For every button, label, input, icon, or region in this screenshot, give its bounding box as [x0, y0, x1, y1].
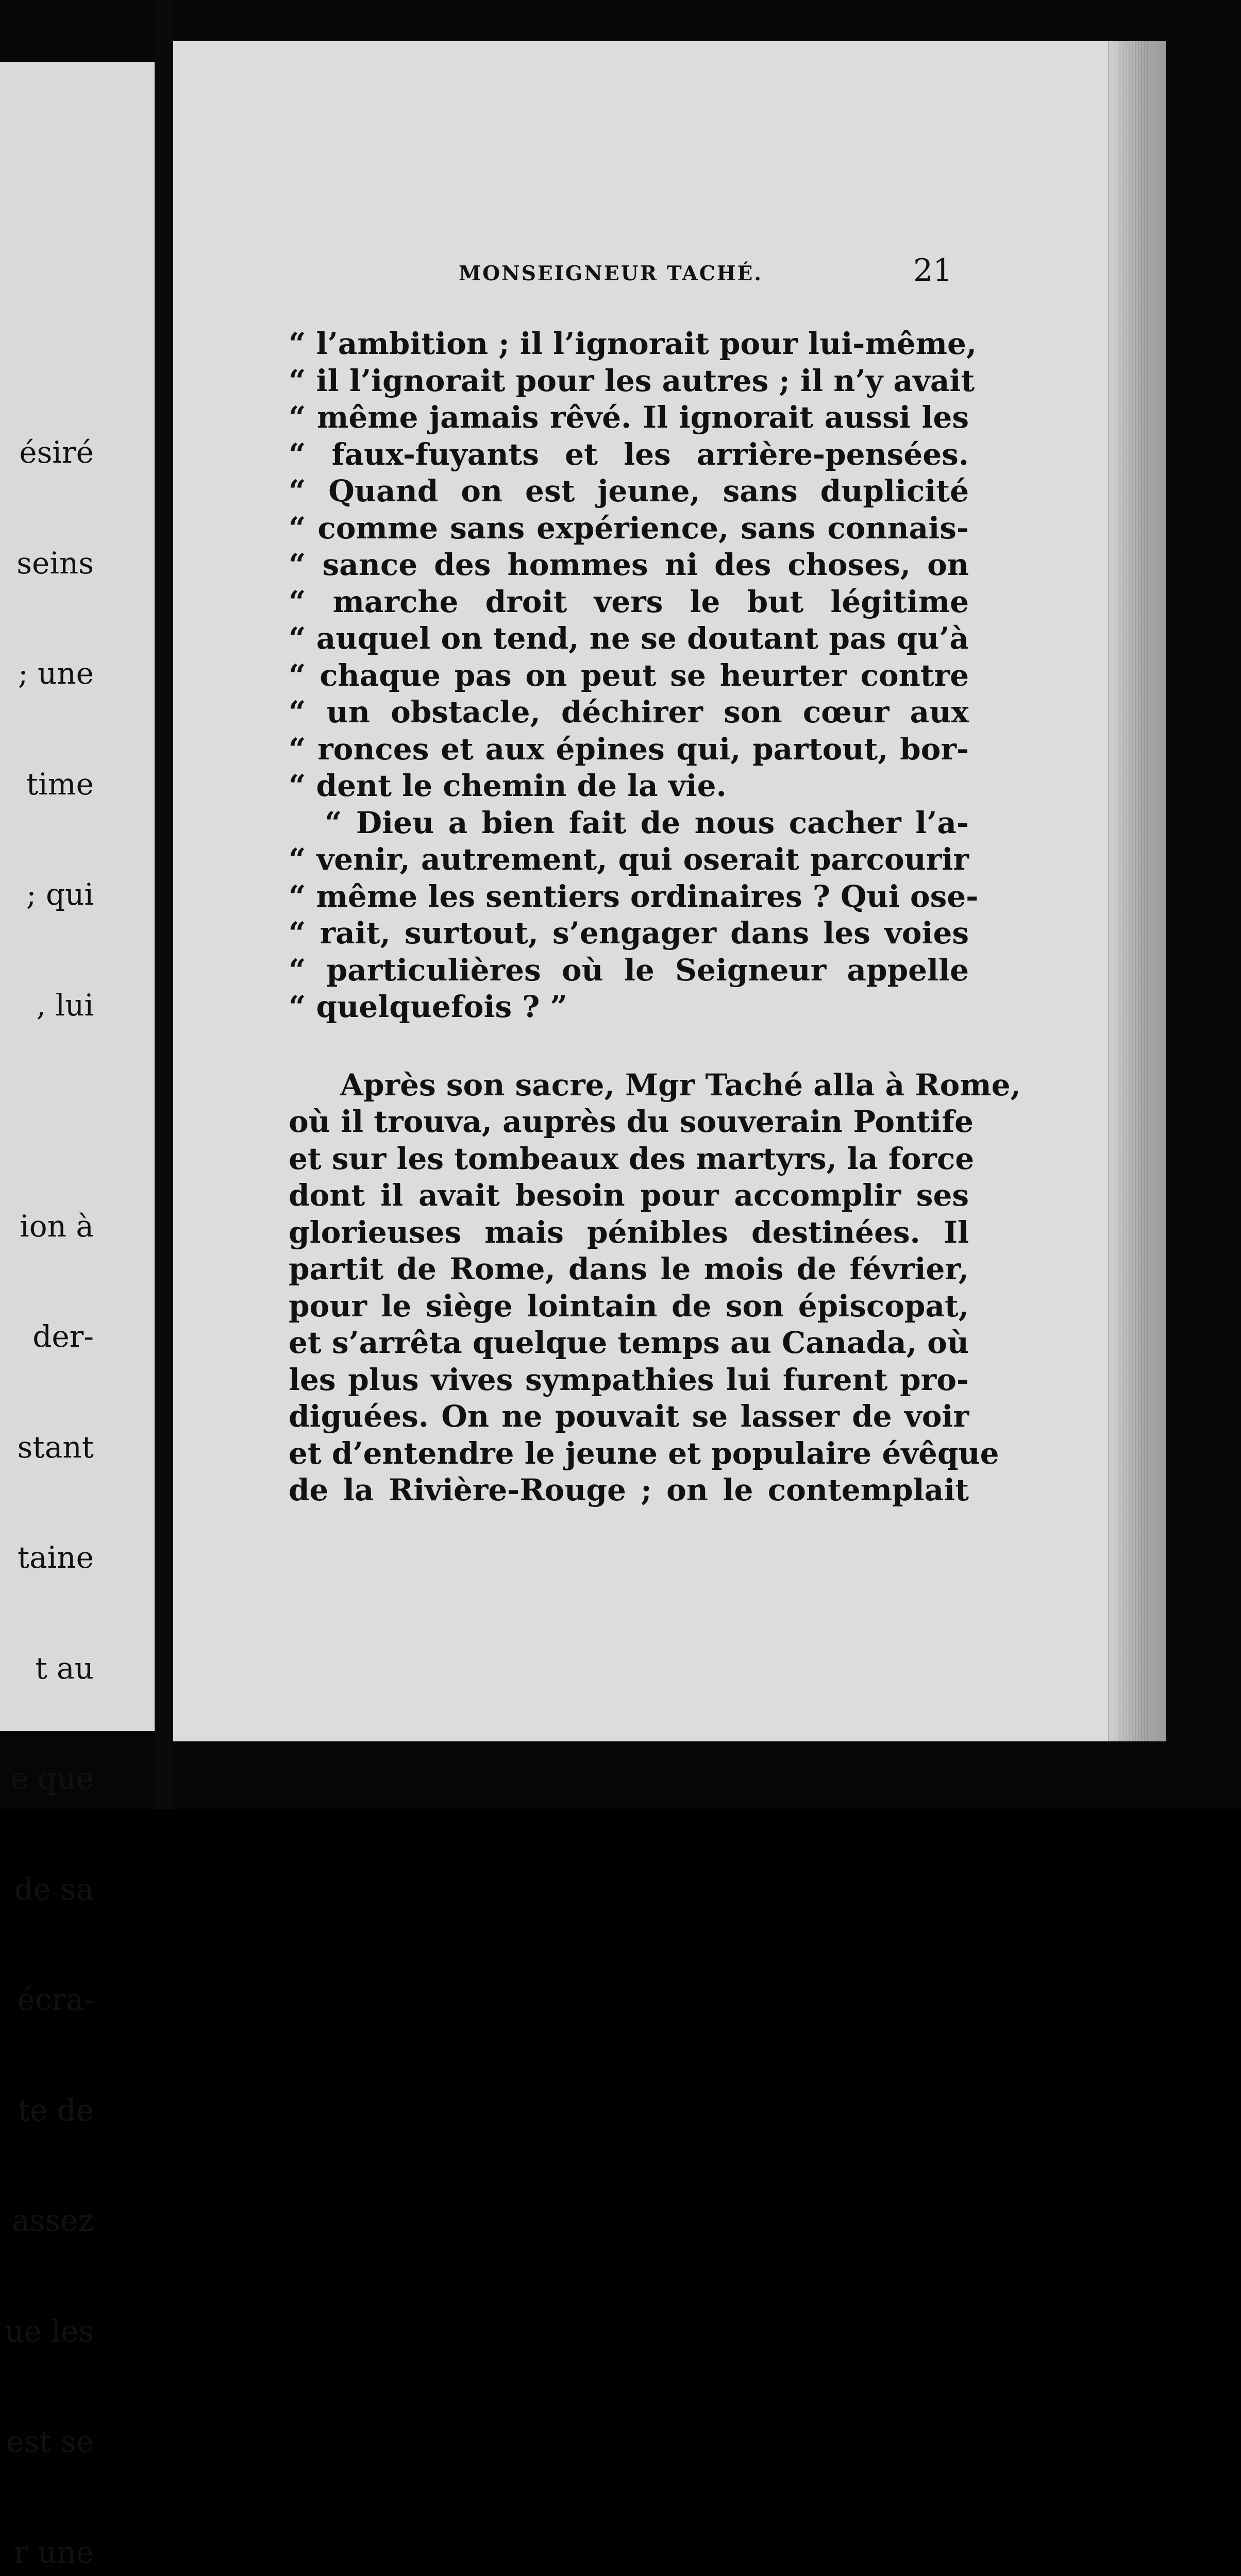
quote-line: “ comme sans expérience, sans connais- — [289, 510, 969, 546]
quote-line: “ un obstacle, déchirer son cœur aux — [289, 694, 969, 730]
paragraph-line: les plus vives sympathies lui furent pro- — [289, 1362, 969, 1397]
paragraph-line: dont il avait besoin pour accomplir ses — [289, 1178, 969, 1213]
quote-line: “ même les sentiers ordinaires ? Qui ose- — [289, 878, 979, 914]
quote-line: “ particulières où le Seigneur appelle — [289, 952, 969, 988]
quote-line: “ venir, autrement, qui oserait parcourir — [289, 842, 969, 877]
quote-line: “ auquel on tend, ne se doutant pas qu’à — [289, 621, 969, 656]
fragment-line: ue les — [5, 2313, 94, 2349]
fragment-line: e que — [10, 1761, 94, 1796]
quote-line: “ dent le chemin de la vie. — [289, 768, 727, 803]
paragraph-line: Après son sacre, Mgr Taché alla à Rome, — [340, 1067, 1021, 1103]
quote-line: “ quelquefois ? ” — [289, 989, 567, 1024]
paragraph-line: et d’entendre le jeune et populaire évêque — [289, 1435, 999, 1471]
paragraph-line: où il trouva, auprès du souverain Pontife — [289, 1104, 974, 1139]
quote-line: “ rait, surtout, s’engager dans les voies — [289, 916, 969, 951]
paragraph-line: pour le siège lointain de son épiscopat, — [289, 1288, 969, 1324]
quote-line: “ chaque pas on peut se heurter contre — [289, 657, 969, 693]
quote-line: “ ronces et aux épines qui, partout, bor- — [289, 731, 969, 767]
quote-line: “ faux-fuyants et les arrière-pensées. — [289, 436, 969, 472]
quote-line: “ Dieu a bien fait de nous cacher l’a- — [325, 805, 969, 840]
quote-line: “ l’ambition ; il l’ignorait pour lui-même, — [289, 326, 977, 361]
fragment-line: de sa — [14, 1871, 94, 1907]
facing-page-fragments — [0, 361, 94, 2576]
quote-line: “ marche droit vers le but légitime — [289, 584, 969, 619]
fragment-line: ; qui — [26, 877, 94, 912]
fragment-line: écra- — [17, 1982, 94, 2017]
fragment-line: der- — [32, 1319, 94, 1354]
fragment-line: r une — [13, 2534, 94, 2570]
fragment-line — [0, 1097, 94, 1134]
body-text — [289, 326, 1021, 1509]
facing-page-left — [0, 62, 155, 2570]
fragment-line: seins — [16, 545, 94, 581]
fragment-line: est se — [6, 2424, 94, 2459]
fragment-line: stant — [17, 1429, 94, 1465]
paragraph-line: glorieuses mais pénibles destinées. Il — [289, 1214, 969, 1250]
page-number: 21 — [913, 252, 953, 289]
fragment-line: taine — [17, 1540, 94, 1575]
fragment-line: time — [26, 766, 94, 802]
paragraph-line: diguées. On ne pouvait se lasser de voir — [289, 1399, 969, 1434]
fragment-line: ésiré — [19, 435, 94, 470]
fragment-line: t au — [35, 1650, 94, 1686]
fragment-line: te de — [18, 2092, 94, 2128]
paragraph-line: partit de Rome, dans le mois de février, — [289, 1251, 969, 1286]
paragraph-line: et sur les tombeaux des martyrs, la force — [289, 1141, 975, 1176]
fragment-line: assez — [12, 2203, 94, 2238]
quote-line: “ Quand on est jeune, sans duplicité — [289, 473, 969, 509]
quote-line: “ même jamais rêvé. Il ignorait aussi les — [289, 400, 969, 435]
page-edge — [1108, 41, 1166, 1741]
quote-line: “ il l’ignorait pour les autres ; il n’y avait — [289, 363, 975, 398]
paragraph-line: de la Rivière-Rouge ; on le contemplait — [289, 1472, 969, 1507]
fragment-line: ion à — [20, 1208, 94, 1244]
quote-line: “ sance des hommes ni des choses, on — [289, 547, 969, 582]
book-gutter — [155, 0, 173, 1809]
paragraph-gap — [289, 1026, 969, 1067]
fragment-line: ; une — [18, 656, 94, 691]
paragraph-line: et s’arrêta quelque temps au Canada, où — [289, 1325, 969, 1360]
running-title: MONSEIGNEUR TACHÉ. — [459, 262, 763, 285]
fragment-line: , lui — [36, 987, 94, 1023]
